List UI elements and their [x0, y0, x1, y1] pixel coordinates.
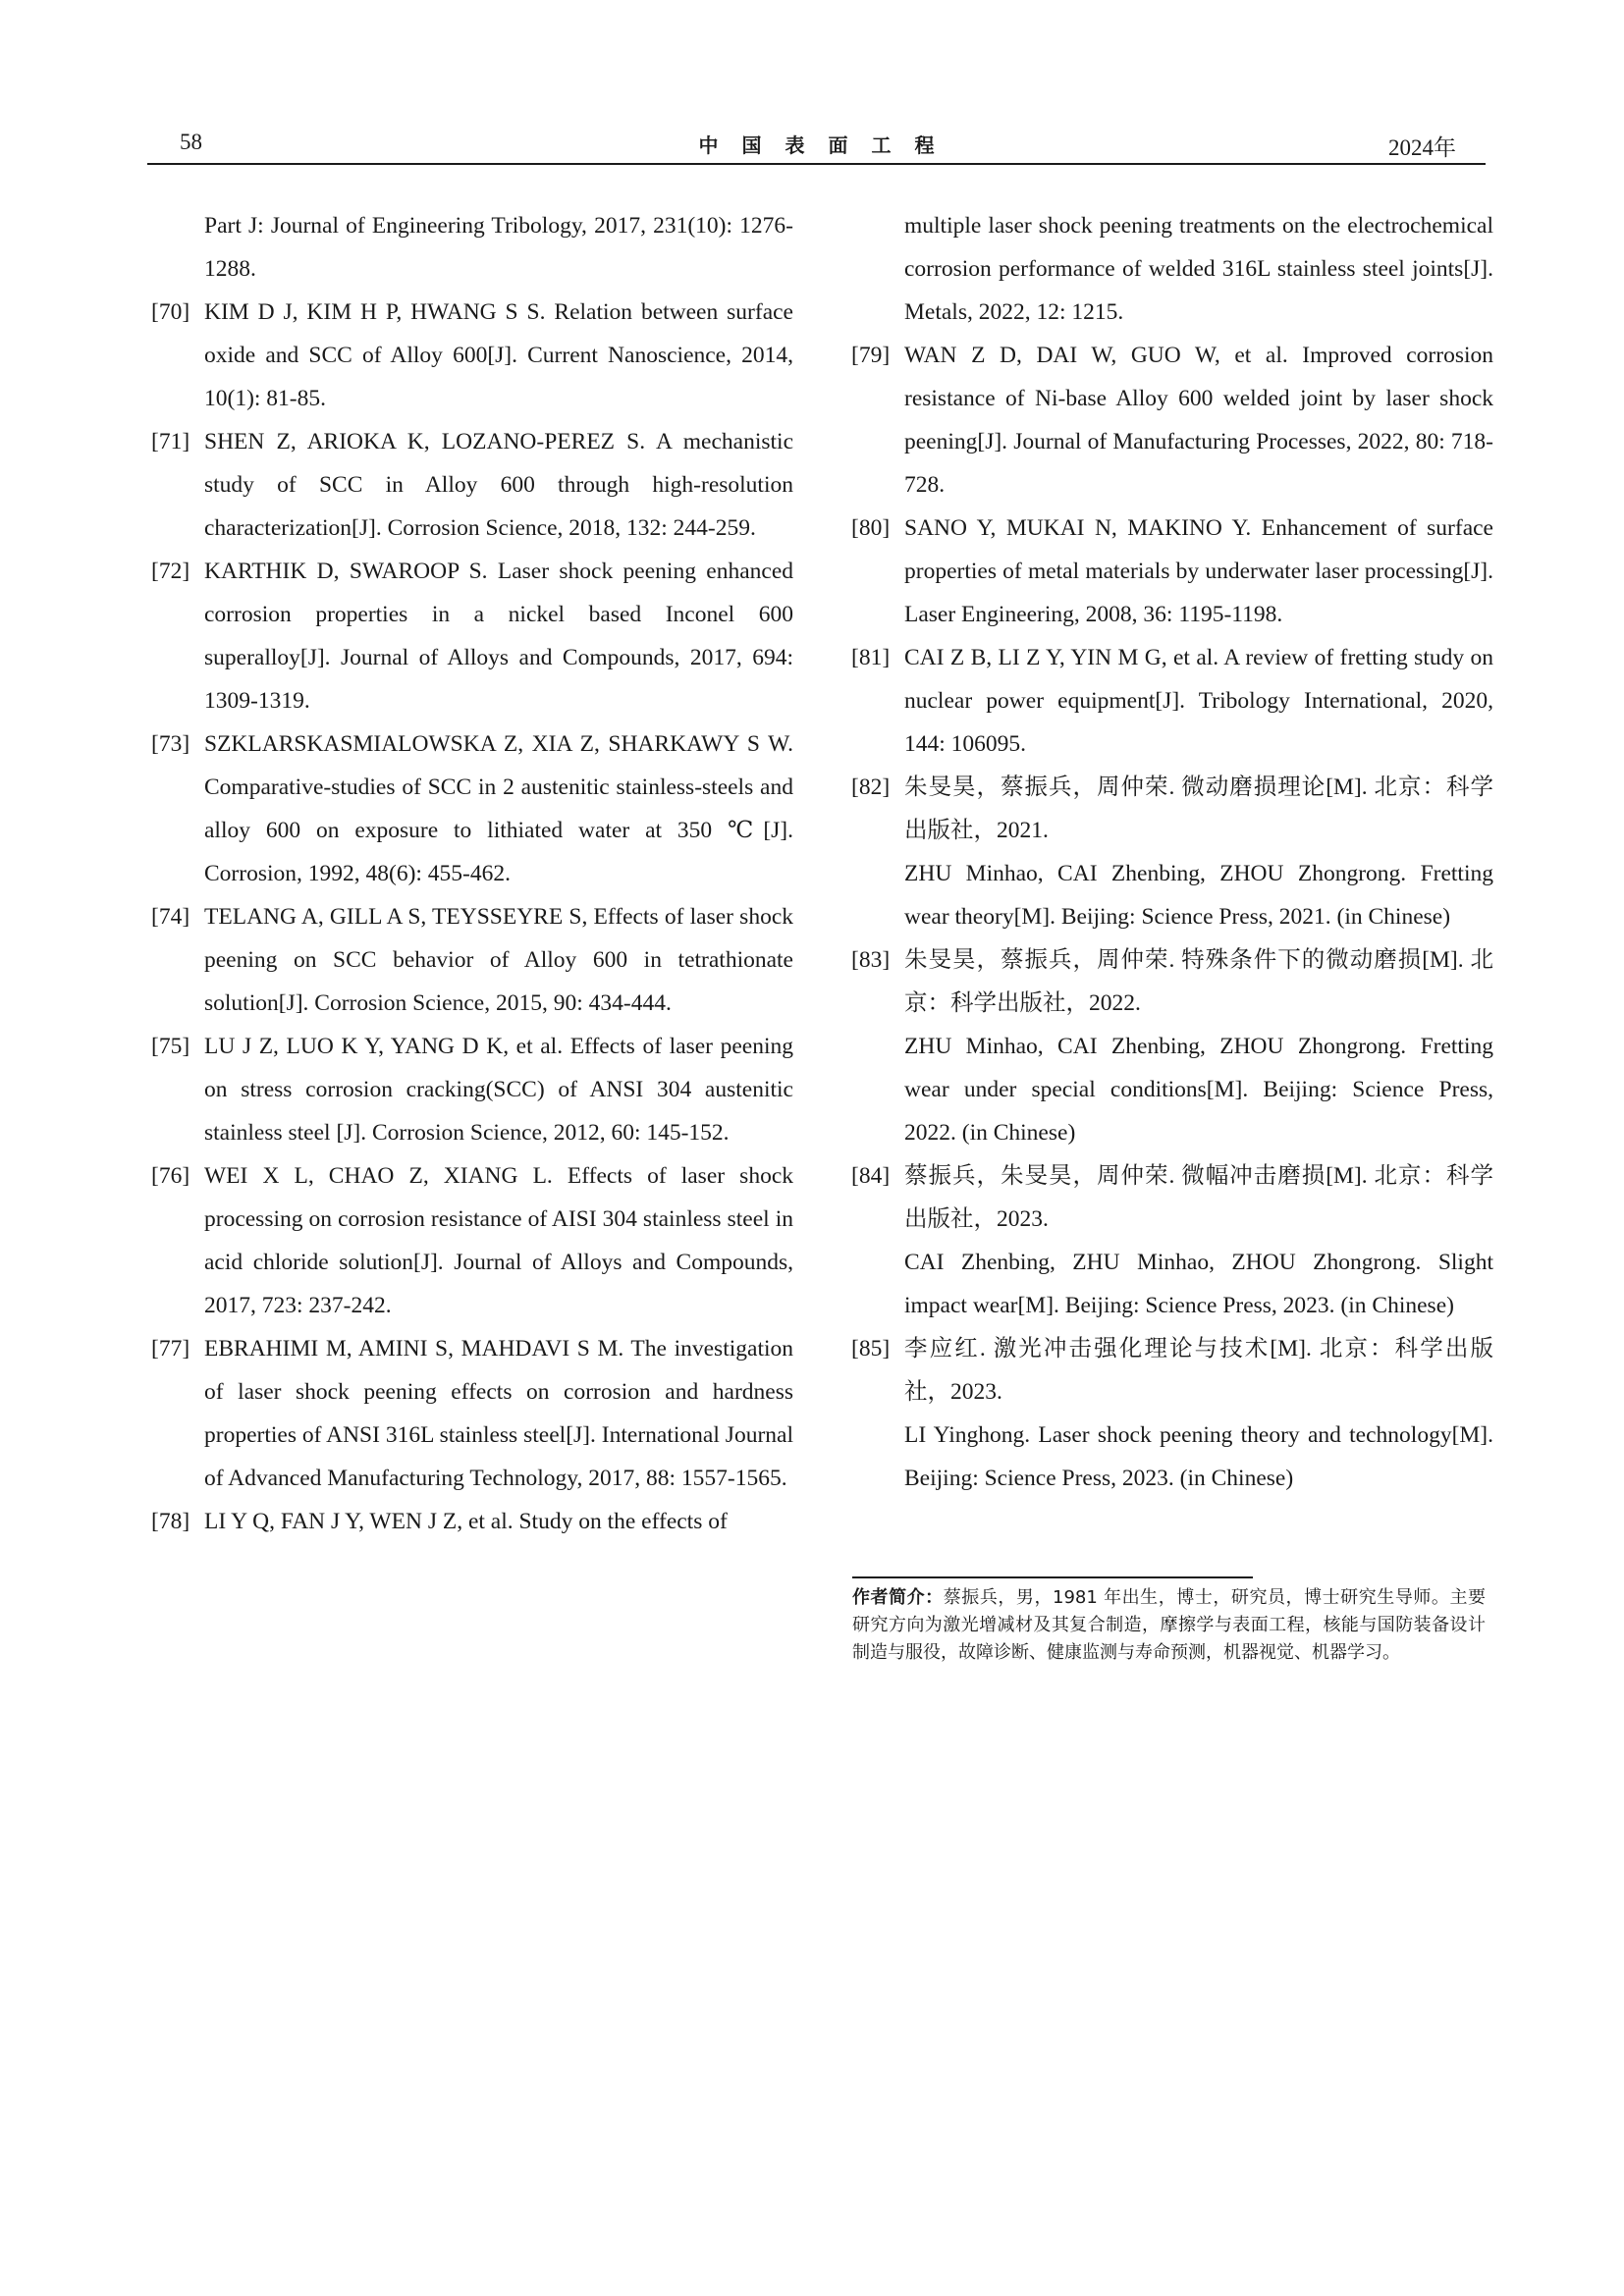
author-bio-text: 蔡振兵，男，1981 年出生，博士，研究员，博士研究生导师。主要研究方向为激光增减材及其复合制造，摩擦学与表面工程，核能与国防装备设计制造与服役，故障诊断、健康监测与寿命预测，机器视觉、机器学习。	[852, 1587, 1487, 1663]
reference-english-translation: ZHU Minhao, CAI Zhenbing, ZHOU Zhongrong. Fretting wear theory[M]. Beijing: Science Press, 2021. (in Chinese)	[904, 861, 1493, 930]
journal-title: 中国表面工程	[698, 133, 958, 157]
reference-text: Part J: Journal of Engineering Tribology, 2017, 231(10): 1276-1288.	[204, 213, 793, 282]
reference-english-translation: CAI Zhenbing, ZHU Minhao, ZHOU Zhongrong. Slight impact wear[M]. Beijing: Science Press, 2023. (in Chinese)	[904, 1250, 1493, 1318]
reference-item	[147, 550, 793, 722]
page-header	[147, 126, 1486, 165]
reference-item	[847, 1154, 1493, 1327]
reference-text: LI Y Q, FAN J Y, WEN J Z, et al. Study on the effects of	[204, 1509, 728, 1534]
right-reference-column	[847, 204, 1493, 1500]
reference-item	[847, 636, 1493, 766]
reference-number: [78]	[151, 1509, 190, 1534]
reference-text: TELANG A, GILL A S, TEYSSEYRE S, Effects of laser shock peening on SCC behavior of Alloy 600 in tetrathionate solution[J]. Corrosion Science, 2015, 90: 434-444.	[204, 904, 793, 1016]
reference-number: [72]	[151, 559, 190, 584]
reference-number: [84]	[851, 1163, 891, 1189]
reference-text: WAN Z D, DAI W, GUO W, et al. Improved corrosion resistance of Ni-base Alloy 600 welded joint by laser shock peening[J]. Journal of Manufacturing Processes, 2022, 80: 718-728.	[904, 343, 1493, 498]
reference-text: 朱旻昊，蔡振兵，周仲荣. 特殊条件下的微动磨损[M]. 北京：科学出版社，2022.	[904, 947, 1493, 1016]
reference-english-translation: ZHU Minhao, CAI Zhenbing, ZHOU Zhongrong. Fretting wear under special conditions[M]. Beijing: Science Press, 2022. (in Chinese)	[904, 1034, 1493, 1146]
reference-item	[147, 1025, 793, 1154]
reference-text: SZKLARSKASMIALOWSKA Z, XIA Z, SHARKAWY S W. Comparative-studies of SCC in 2 austenitic stainless-steels and alloy 600 on exposure to lithiated water at 350 ℃[J]. Corrosion, 1992, 48(6): 455-462.	[204, 731, 793, 886]
reference-item	[847, 507, 1493, 636]
reference-item	[147, 291, 793, 420]
reference-item	[147, 1500, 793, 1543]
reference-text: KIM D J, KIM H P, HWANG S S. Relation between surface oxide and SCC of Alloy 600[J]. Current Nanoscience, 2014, 10(1): 81-85.	[204, 299, 793, 411]
reference-number: [81]	[851, 645, 891, 670]
reference-number: [85]	[851, 1336, 891, 1362]
reference-number: [82]	[851, 774, 891, 800]
page-number: 58	[180, 130, 202, 154]
footnote-rule	[852, 1576, 1253, 1578]
reference-text: 蔡振兵，朱旻昊，周仲荣. 微幅冲击磨损[M]. 北京：科学出版社，2023.	[904, 1163, 1493, 1232]
reference-text: SHEN Z, ARIOKA K, LOZANO-PEREZ S. A mechanistic study of SCC in Alloy 600 through high-resolution characterization[J]. Corrosion Science, 2018, 132: 244-259.	[204, 429, 793, 541]
reference-number: [74]	[151, 904, 190, 930]
reference-text: 朱旻昊，蔡振兵，周仲荣. 微动磨损理论[M]. 北京：科学出版社，2021.	[904, 774, 1493, 843]
reference-number: [70]	[151, 299, 190, 325]
reference-number: [77]	[151, 1336, 190, 1362]
reference-text: 李应红. 激光冲击强化理论与技术[M]. 北京：科学出版社，2023.	[904, 1336, 1493, 1405]
reference-item	[847, 334, 1493, 507]
reference-number: [80]	[851, 515, 891, 541]
reference-item	[847, 766, 1493, 938]
reference-number: [76]	[151, 1163, 190, 1189]
reference-text: KARTHIK D, SWAROOP S. Laser shock peening enhanced corrosion properties in a nickel based Inconel 600 superalloy[J]. Journal of Alloys and Compounds, 2017, 694: 1309-1319.	[204, 559, 793, 714]
reference-text: SANO Y, MUKAI N, MAKINO Y. Enhancement of surface properties of metal materials by underwater laser processing[J]. Laser Engineering, 2008, 36: 1195-1198.	[904, 515, 1493, 627]
reference-item	[147, 204, 793, 291]
reference-text: LU J Z, LUO K Y, YANG D K, et al. Effects of laser peening on stress corrosion cracking(SCC) of ANSI 304 austenitic stainless steel [J]. Corrosion Science, 2012, 60: 145-152.	[204, 1034, 793, 1146]
reference-english-translation: LI Yinghong. Laser shock peening theory and technology[M]. Beijing: Science Press, 2023. (in Chinese)	[904, 1422, 1493, 1491]
issue-year: 2024年	[1388, 135, 1456, 160]
reference-number: [83]	[851, 947, 891, 973]
author-bio-label: 作者简介：	[852, 1587, 944, 1608]
reference-item	[147, 895, 793, 1025]
reference-item	[147, 420, 793, 550]
reference-item	[847, 1327, 1493, 1500]
reference-item	[147, 1154, 793, 1327]
reference-text: WEI X L, CHAO Z, XIANG L. Effects of laser shock processing on corrosion resistance of AISI 304 stainless steel in acid chloride solution[J]. Journal of Alloys and Compounds, 2017, 723: 237-242.	[204, 1163, 793, 1318]
author-bio	[852, 1584, 1486, 1667]
reference-item	[147, 1327, 793, 1500]
reference-number: [71]	[151, 429, 190, 454]
reference-number: [73]	[151, 731, 190, 757]
reference-number: [75]	[151, 1034, 190, 1059]
header-rule	[147, 163, 1486, 165]
reference-text: CAI Z B, LI Z Y, YIN M G, et al. A review of fretting study on nuclear power equipment[J]. Tribology International, 2020, 144: 106095.	[904, 645, 1493, 757]
reference-text: EBRAHIMI M, AMINI S, MAHDAVI S M. The investigation of laser shock peening effects on corrosion and hardness properties of ANSI 316L stainless steel[J]. International Journal of Advanced Manufacturing Technology, 2017, 88: 1557-1565.	[204, 1336, 793, 1491]
reference-item	[147, 722, 793, 895]
left-reference-column	[147, 204, 793, 1543]
reference-item	[847, 204, 1493, 334]
reference-number: [79]	[851, 343, 891, 368]
reference-item	[847, 938, 1493, 1154]
reference-text: multiple laser shock peening treatments on the electrochemical corrosion performance of welded 316L stainless steel joints[J]. Metals, 2022, 12: 1215.	[904, 213, 1493, 325]
